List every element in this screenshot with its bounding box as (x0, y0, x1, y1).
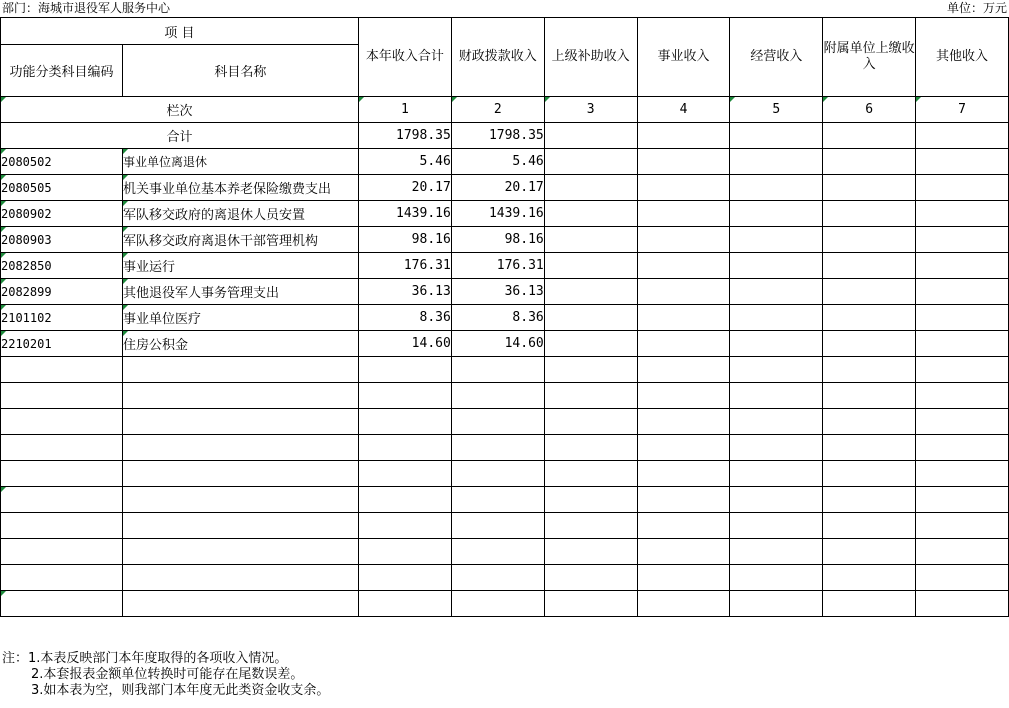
empty-row (1, 591, 1009, 617)
col-header-fiscal: 财政拨款收入 (451, 18, 544, 97)
row-total-income: 36.13 (358, 279, 451, 305)
col-header-name: 科目名称 (122, 45, 358, 97)
row-code: 2082850 (1, 253, 123, 279)
index-number: 7 (916, 97, 1009, 123)
row-total-income: 8.36 (358, 305, 451, 331)
row-name: 住房公积金 (122, 331, 358, 357)
total-income-value: 1798.35 (358, 123, 451, 149)
table-row (1, 253, 1009, 279)
row-name: 机关事业单位基本养老保险缴费支出 (122, 175, 358, 201)
total-label: 合计 (1, 123, 359, 149)
col-header-operating-income: 经营收入 (730, 18, 823, 97)
table-row (1, 175, 1009, 201)
empty-row (1, 487, 1009, 513)
row-code: 2080903 (1, 227, 123, 253)
col-header-code: 功能分类科目编码 (1, 45, 123, 97)
row-total-income: 5.46 (358, 149, 451, 175)
empty-row (1, 383, 1009, 409)
row-fiscal: 1439.16 (451, 201, 544, 227)
index-label: 栏次 (1, 97, 359, 123)
table-row (1, 331, 1009, 357)
empty-row (1, 513, 1009, 539)
row-total-income: 20.17 (358, 175, 451, 201)
table-row (1, 227, 1009, 253)
col-header-superior-subsidy: 上级补助收入 (544, 18, 637, 97)
row-name: 事业单位离退休 (122, 149, 358, 175)
empty-row (1, 461, 1009, 487)
row-name: 其他退役军人事务管理支出 (122, 279, 358, 305)
row-total-income: 176.31 (358, 253, 451, 279)
row-name: 事业单位医疗 (122, 305, 358, 331)
row-name: 事业运行 (122, 253, 358, 279)
table-row (1, 305, 1009, 331)
row-code: 2080502 (1, 149, 123, 175)
note-line: 2.本套报表金额单位转换时可能存在尾数误差。 (31, 667, 304, 682)
row-code: 2082899 (1, 279, 123, 305)
department-label: 部门：海城市退役军人服务中心 (2, 1, 171, 15)
total-row (1, 123, 1009, 149)
col-header-affiliated-income: 附属单位上缴收入 (823, 18, 916, 97)
row-total-income: 14.60 (358, 331, 451, 357)
row-code: 2080902 (1, 201, 123, 227)
empty-row (1, 565, 1009, 591)
index-number: 5 (730, 97, 823, 123)
table-row (1, 149, 1009, 175)
row-fiscal: 20.17 (451, 175, 544, 201)
row-fiscal: 14.60 (451, 331, 544, 357)
col-header-total-income: 本年收入合计 (358, 18, 451, 97)
row-name: 军队移交政府离退休干部管理机构 (122, 227, 358, 253)
total-fiscal-value: 1798.35 (451, 123, 544, 149)
item-group-header: 项 目 (1, 18, 359, 45)
row-fiscal: 36.13 (451, 279, 544, 305)
col-header-other-income: 其他收入 (916, 18, 1009, 97)
empty-row (1, 409, 1009, 435)
row-code: 2101102 (1, 305, 123, 331)
row-total-income: 1439.16 (358, 201, 451, 227)
income-table (0, 17, 1009, 617)
empty-row (1, 357, 1009, 383)
index-number: 6 (823, 97, 916, 123)
empty-row (1, 539, 1009, 565)
row-code: 2080505 (1, 175, 123, 201)
row-code: 2210201 (1, 331, 123, 357)
row-fiscal: 176.31 (451, 253, 544, 279)
row-fiscal: 98.16 (451, 227, 544, 253)
row-fiscal: 5.46 (451, 149, 544, 175)
index-number: 2 (451, 97, 544, 123)
index-number: 1 (358, 97, 451, 123)
report-header (0, 0, 1009, 17)
row-total-income: 98.16 (358, 227, 451, 253)
empty-row (1, 435, 1009, 461)
row-name: 军队移交政府的离退休人员安置 (122, 201, 358, 227)
row-fiscal: 8.36 (451, 305, 544, 331)
table-notes (2, 651, 329, 699)
unit-label: 单位：万元 (946, 1, 1007, 15)
index-number: 4 (637, 97, 730, 123)
index-number: 3 (544, 97, 637, 123)
table-row (1, 279, 1009, 305)
note-line: 3.如本表为空，则我部门本年度无此类资金收支余。 (31, 683, 330, 698)
col-header-business-income: 事业收入 (637, 18, 730, 97)
note-line: 注：1.本表反映部门本年度取得的各项收入情况。 (2, 651, 288, 666)
table-row (1, 201, 1009, 227)
